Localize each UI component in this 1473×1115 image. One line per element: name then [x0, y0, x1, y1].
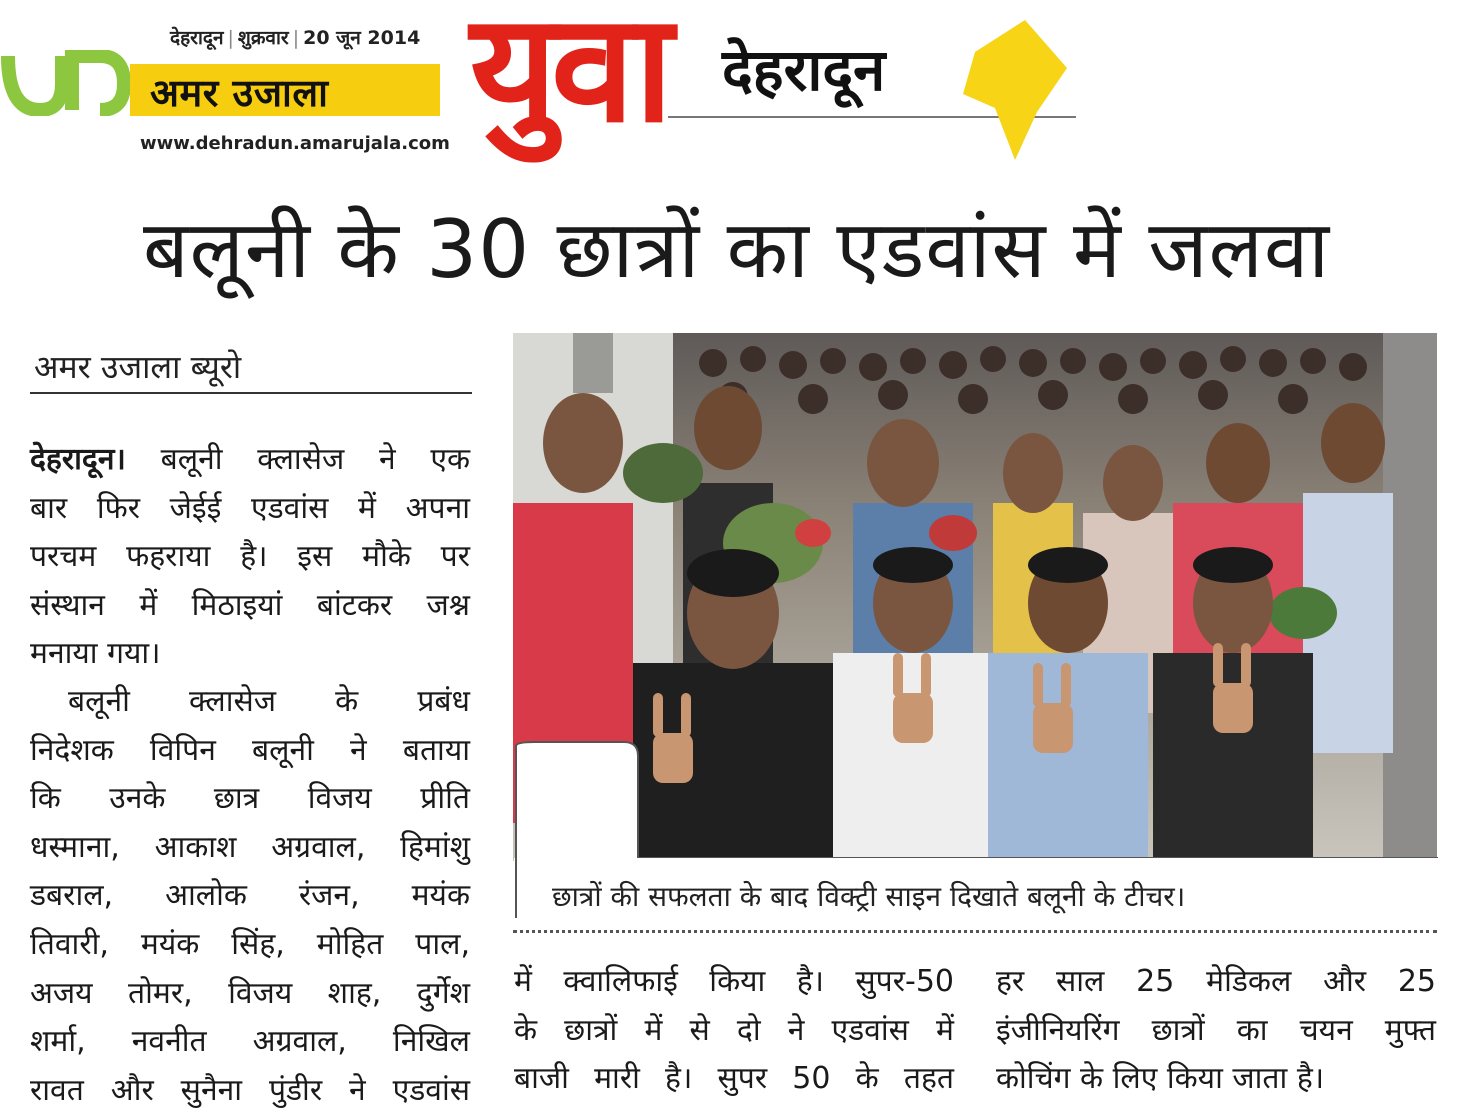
supplement-title: युवा: [470, 0, 668, 156]
edition-name: देहरादून: [722, 36, 886, 104]
brand-name: अमर उजाला: [150, 71, 329, 115]
paragraph-line: डबराल, आलोक रंजन, मयंक: [30, 878, 470, 914]
photo-caption: छात्रों की सफलता के बाद विक्ट्री साइन दिखाते बलूनी के टीचर।: [552, 880, 1186, 913]
paragraph-line: मनाया गया।: [30, 636, 161, 672]
website-link[interactable]: www.dehradun.amarujala.com: [140, 133, 450, 154]
masthead-date: 20 जून 2014: [303, 27, 421, 49]
paragraph-line: बलूनी क्लासेज के प्रबंध: [68, 684, 470, 719]
article-column-2: [514, 958, 954, 1104]
paragraph-line: अजय तोमर, विजय शाह, दुर्गेश: [30, 975, 470, 1011]
paragraph-line: संस्थान में मिठाइयां बांटकर जश्न: [30, 587, 470, 623]
paragraph-line: रावत और सुनैना पुंडीर ने एडवांस: [30, 1072, 470, 1108]
paragraph-line: के छात्रों में से दो ने एडवांस में: [514, 1012, 954, 1048]
masthead-dateline: देहरादून | शुक्रवार | 20 जून 2014: [170, 27, 421, 49]
paragraph-line: तिवारी, मयंक सिंह, मोहित पाल,: [30, 926, 470, 962]
article-paragraph-1: [30, 436, 470, 679]
amar-ujala-logo-icon: [0, 50, 130, 116]
paragraph-line: धस्माना, आकाश अग्रवाल, हिमांशु: [30, 829, 470, 865]
paragraph-line: कि उनके छात्र विजय प्रीति: [30, 781, 470, 817]
byline: अमर उजाला ब्यूरो: [34, 348, 242, 386]
article-headline: बलूनी के 30 छात्रों का एडवांस में जलवा: [142, 203, 1331, 296]
article-column-3: [996, 958, 1436, 1104]
section-divider: [513, 930, 1437, 933]
paragraph-line: शर्मा, नवनीत अग्रवाल, निखिल: [30, 1024, 470, 1060]
article-paragraph-2: [30, 678, 470, 1115]
masthead-day: शुक्रवार: [237, 27, 289, 49]
masthead-city: देहरादून: [170, 27, 224, 49]
article-dateline: देहरादून।: [30, 442, 126, 477]
paragraph-line: बार फिर जेईई एडवांस में अपना: [30, 490, 470, 526]
speech-bubble-icon: [955, 12, 1075, 162]
paragraph-line: बाजी मारी है। सुपर 50 के तहत: [514, 1061, 954, 1097]
paragraph-line: कोचिंग के लिए किया जाता है।: [996, 1061, 1325, 1097]
paragraph-line: देहरादून। बलूनी क्लासेज ने एक: [30, 442, 470, 477]
paragraph-line: इंजीनियरिंग छात्रों का चयन मुफ्त: [996, 1012, 1436, 1048]
paragraph-line: में क्वालिफाई किया है। सुपर-50: [514, 964, 954, 999]
paragraph-line: निदेशक विपिन बलूनी ने बताया: [30, 732, 470, 768]
paragraph-line: हर साल 25 मेडिकल और 25: [996, 964, 1436, 999]
byline-rule: [30, 392, 472, 394]
paragraph-line: परचम फहराया है। इस मौके पर: [30, 539, 470, 575]
